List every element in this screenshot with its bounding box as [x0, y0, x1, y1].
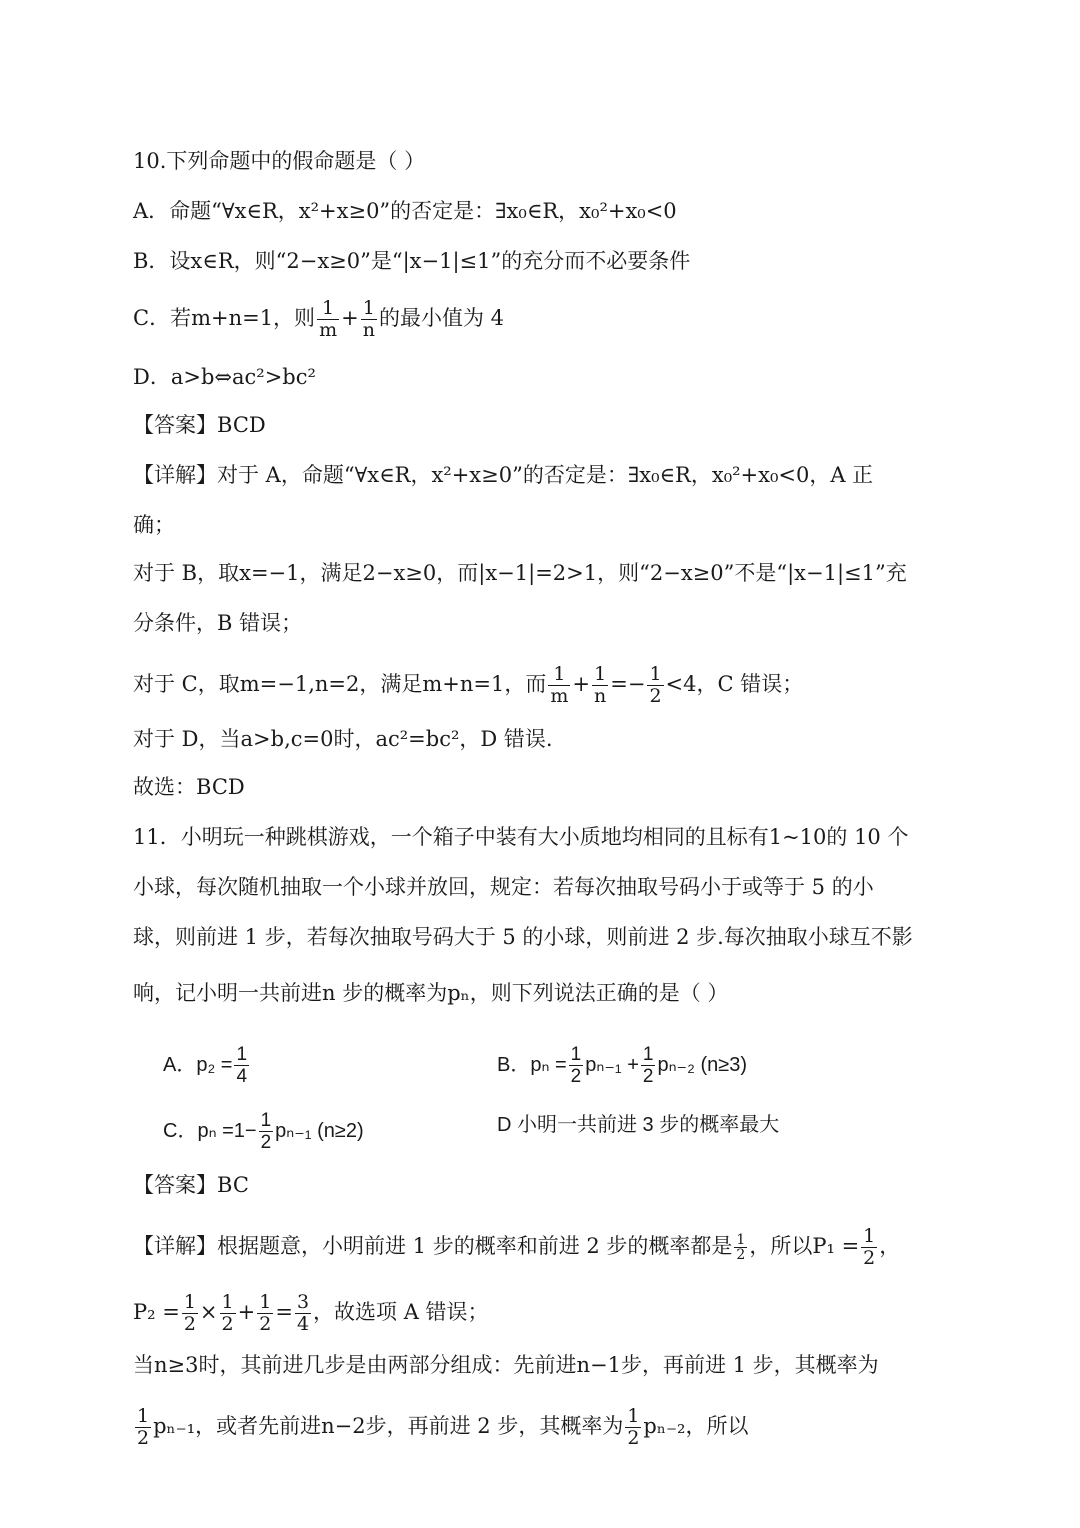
q10-option-a: A．命题“∀x∈R，x²+x≥0”的否定是：∃x₀∈R，x₀²+x₀<0	[133, 199, 677, 223]
fraction	[734, 1233, 747, 1262]
equals-sign: =	[275, 1300, 293, 1324]
denominator: 2	[863, 1247, 876, 1269]
fraction	[317, 298, 339, 341]
text: A．p₂ =	[163, 1053, 233, 1076]
numerator: 1	[183, 1291, 196, 1313]
q10-option-d: D．a>b⇔ac²>bc²	[133, 365, 316, 389]
q10-explanation-d: 对于 D，当a>b,c=0时，ac²=bc²，D 错误.	[133, 727, 553, 751]
numerator: 1	[642, 1044, 654, 1065]
denominator: 2	[649, 685, 662, 707]
fraction	[569, 1044, 584, 1087]
times-sign: ×	[199, 1300, 218, 1324]
q10-option-c-pre: C．若m+n=1，则	[133, 306, 316, 330]
text: <4，C 错误；	[665, 672, 804, 696]
numerator: 1	[863, 1225, 876, 1247]
text: pₙ₋₂ (n≥3)	[657, 1053, 747, 1076]
numerator: 1	[259, 1291, 272, 1313]
denominator: m	[319, 319, 338, 341]
text: P₂ =	[133, 1300, 180, 1324]
q10-explanation-a: 【详解】对于 A，命题“∀x∈R，x²+x≥0”的否定是：∃x₀∈R，x₀²+x₀<0，A 正	[133, 463, 874, 487]
text: pₙ₋₁，或者先前进n−2步，再前进 2 步，其概率为	[153, 1414, 624, 1438]
text: pₙ₋₁ +	[585, 1053, 639, 1076]
q11-explanation-line1	[133, 1226, 900, 1269]
fraction	[135, 1406, 151, 1449]
q11-option-a	[163, 1044, 251, 1087]
numerator: 1	[236, 1044, 248, 1065]
text: 对于 C，取m=−1,n=2，满足m+n=1，而	[133, 672, 547, 696]
text: 【详解】根据题意，小明前进 1 步的概率和前进 2 步的概率都是	[133, 1234, 733, 1258]
fraction	[592, 664, 608, 707]
q11-explanation-line4	[133, 1406, 748, 1449]
denominator: 4	[296, 1313, 310, 1335]
fraction	[234, 1044, 249, 1087]
fraction	[861, 1226, 877, 1269]
plus-sign: +	[341, 306, 359, 330]
denominator: 4	[236, 1066, 248, 1087]
denominator: 2	[627, 1427, 640, 1449]
fraction	[295, 1292, 311, 1335]
fraction	[361, 298, 377, 341]
q10-explanation-b-cont: 分条件，B 错误；	[133, 611, 303, 635]
q10-explanation-c	[133, 664, 803, 707]
fraction	[257, 1292, 273, 1335]
text: ，所以P₁ =	[749, 1234, 860, 1258]
q11-option-c	[163, 1110, 364, 1153]
denominator: n	[594, 685, 607, 707]
text: pₙ₋₁ (n≥2)	[275, 1119, 364, 1142]
q10-final-answer: 故选：BCD	[133, 775, 245, 799]
denominator: 2	[570, 1066, 582, 1087]
denominator: 2	[260, 1132, 272, 1153]
q10-explanation-b: 对于 B，取x=−1，满足2−x≥0，而|x−1|=2>1，则“2−x≥0”不是“|x−1|≤1”充	[133, 561, 907, 585]
text: ，	[879, 1234, 901, 1258]
numerator: 1	[260, 1110, 272, 1131]
text: B．pₙ =	[497, 1053, 567, 1076]
fraction	[625, 1406, 641, 1449]
text: C．pₙ =1−	[163, 1119, 257, 1142]
q10-stem: 10.下列命题中的假命题是（ ）	[133, 149, 426, 173]
q10-option-b: B．设x∈R，则“2−x≥0”是“|x−1|≤1”的充分而不必要条件	[133, 249, 691, 273]
denominator: 2	[137, 1427, 150, 1449]
text: pₙ₋₂，所以	[643, 1414, 749, 1438]
fraction	[220, 1292, 236, 1335]
denominator: 2	[259, 1313, 272, 1335]
numerator: 1	[627, 1405, 640, 1427]
numerator: 1	[221, 1291, 234, 1313]
q11-stem-line3: 球，则前进 1 步，若每次抽取号码大于 5 的小球，则前进 2 步.每次抽取小球互不影	[133, 925, 913, 949]
numerator: 1	[649, 663, 662, 685]
q11-explanation-line3: 当n≥3时，其前进几步是由两部分组成：先前进n−1步，再前进 1 步，其概率为	[133, 1353, 879, 1377]
q10-option-c-post: 的最小值为 4	[378, 306, 504, 330]
numerator: 1	[548, 664, 570, 686]
denominator: 2	[221, 1313, 234, 1335]
q11-stem-line1: 11．小明玩一种跳棋游戏，一个箱子中装有大小质地均相同的且标有1~10的 10 个	[133, 825, 909, 849]
fraction	[548, 664, 570, 707]
numerator: 1	[736, 1232, 746, 1248]
numerator: 1	[361, 298, 377, 320]
plus-sign: +	[572, 672, 590, 696]
equals-sign: =−	[610, 672, 646, 696]
numerator: 1	[570, 1044, 582, 1065]
text: ，故选项 A 错误；	[313, 1300, 489, 1324]
q11-answer: 【答案】BC	[133, 1173, 249, 1197]
q11-explanation-line2	[133, 1292, 489, 1335]
q10-option-c	[133, 298, 504, 341]
denominator: 2	[642, 1066, 654, 1087]
fraction	[259, 1110, 274, 1153]
denominator: n	[362, 319, 375, 341]
plus-sign: +	[237, 1300, 256, 1324]
q10-answer: 【答案】BCD	[133, 413, 266, 437]
denominator: 2	[183, 1313, 196, 1335]
numerator: 1	[317, 298, 339, 320]
fraction	[182, 1292, 198, 1335]
q11-option-d: D 小明一共前进 3 步的概率最大	[497, 1114, 780, 1136]
numerator: 3	[296, 1291, 310, 1313]
q10-explanation-a-cont: 确；	[133, 513, 175, 537]
fraction	[647, 664, 663, 707]
fraction	[641, 1044, 656, 1087]
numerator: 1	[137, 1405, 150, 1427]
denominator: 2	[736, 1247, 746, 1263]
q11-stem-line2: 小球，每次随机抽取一个小球并放回，规定：若每次抽取号码小于或等于 5 的小	[133, 875, 874, 899]
q11-stem-line4: 响，记小明一共前进n 步的概率为pₙ，则下列说法正确的是（ ）	[133, 981, 729, 1005]
q11-option-b	[497, 1044, 747, 1087]
numerator: 1	[592, 664, 608, 686]
denominator: m	[550, 685, 569, 707]
